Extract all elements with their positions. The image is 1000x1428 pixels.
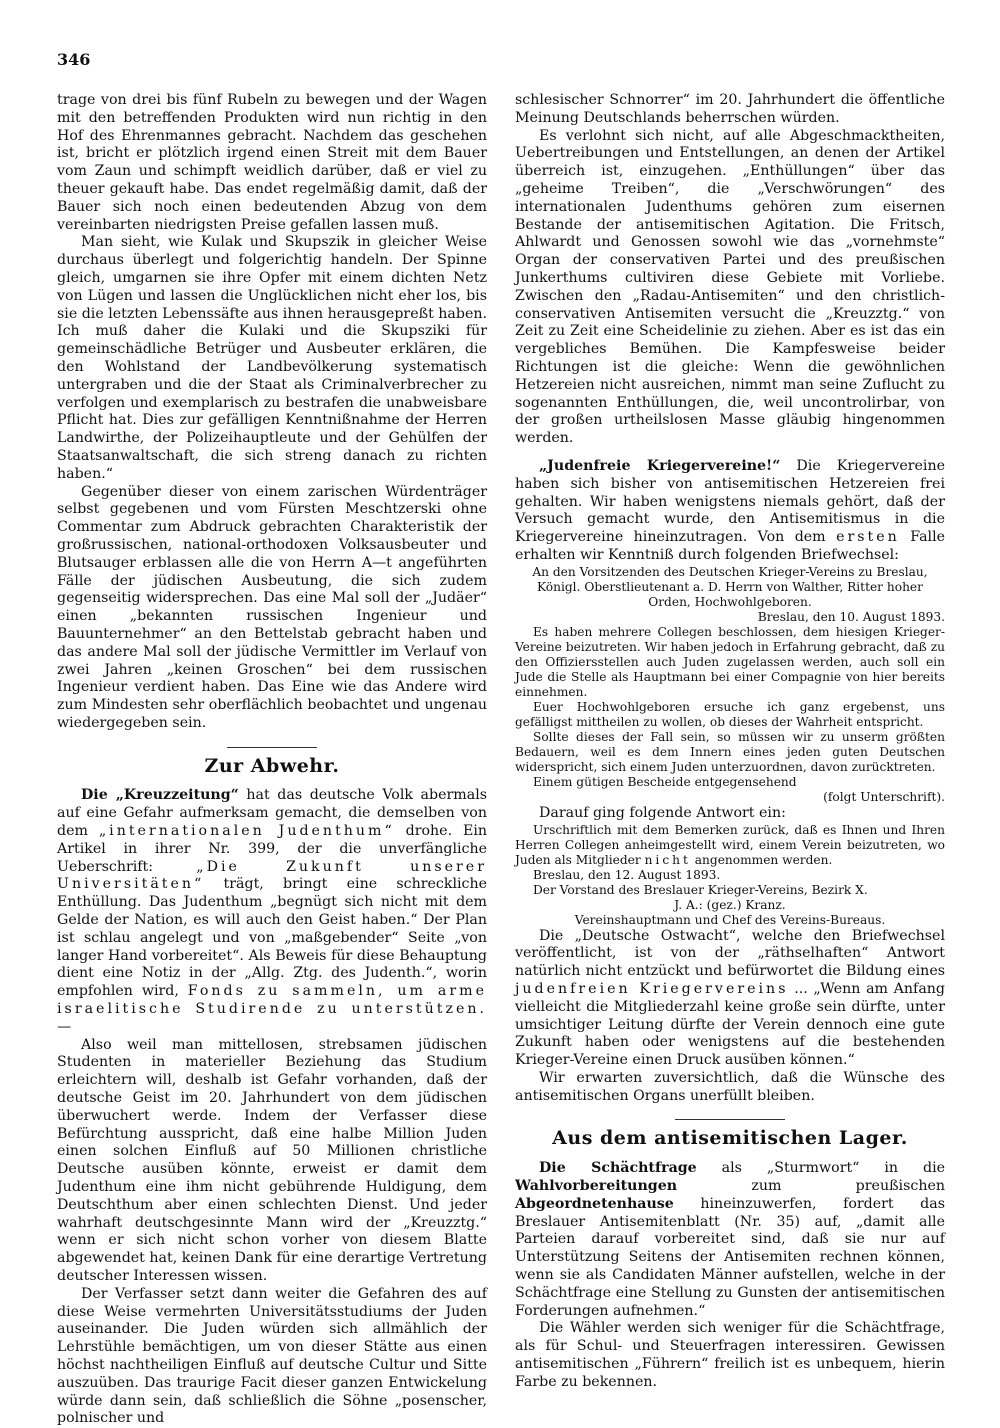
spaced-text: judenfreien Kriegervereins [515,980,789,997]
lead-term: „Judenfreie Kriegervereine!“ [539,457,781,474]
text-run: als „Sturmwort“ in die [696,1160,946,1177]
letter-paragraph: Sollte dieses der Fall sein, so müssen wir zu unserm größten Bedauern, weil es dem Innern eines jeden guten Deutschen widerspricht, sich einem Juden unterzuordnen, davon zurücktreten. [515,729,945,774]
spaced-text: „internationalen Judenthum“ [98,823,395,840]
answer-paragraph [515,823,945,868]
paragraph: Man sieht, wie Kulak und Skupszik in gleicher Weise durchaus überlegt und folgerichtig handeln. Der Spinne gleich, umgarnen sie ihre Opfer mit einem dichten Netz von Lügen und lassen die Unglücklichen nicht eher los, bis sie die letzten Lebenssäfte aus ihnen herausgepreßt haben. Ich muß daher die Kulaki und die Skupsziki für gemeinschädliche Betrüger und Ausbeuter erklären, die den Wohlstand der Landbevölkerung systematisch untergraben und die der Staat als Criminalverbrecher zu verfolgen und exemplarisch zu bestrafen die unabweisbare Pflicht hat. Dies zur gefälligen Kenntnißnahme der Herren Landwirthe, der Polizeihauptleute und der Gehülfen der Staatsanwaltschaft, die sich streng danach zu richten haben.“ [57,234,487,482]
text-run: zum preußischen [677,1178,945,1195]
section-divider [227,747,317,748]
text-run: Urschriftlich mit dem Bemerken zurück, daß es Ihnen und Ihren Herren Collegen anheimgestellt wird, einem Verein beizutreten, wo Juden als Mitglieder [515,822,945,867]
paragraph: Gegenüber dieser von einem zarischen Würdenträger selbst gegebenen und vom Fürsten Meschtzerski ohne Commentar zum Abdruck gebrachten Charakteristik der großrussischen, national-orthodoxen Volksausbeuter und Blutsauger erblassen alle die von Herrn A—t angeführten Fälle der jüdischen Ausbeutung, die sich zudem gegenseitig widersprechen. Das eine Mal soll der „Judäer“ einen „bekannten russischen Ingenieur und Bauunternehmer“ an den Bettelstab gebracht haben und das andere Mal soll der jüdische Vermittler im Verlauf von zwei Jahren „keinen Groschen“ bei dem russischen Ingenieur verdient haben. Das Eine wie das Andere wird zum Mindesten sehr oberflächlich beobachtet und ungenau wiedergegeben sein. [57,483,487,731]
paragraph: Der Verfasser setzt dann weiter die Gefahren des auf diese Weise vermehrten Universitätsstudiums der Juden auseinander. Die Juden würden sich allmählich der Lehrstühle bemächtigen, um von dieser Stätte aus einen höchst nachtheiligen Einfluß auf deutsche Cultur und Sitte auszuüben. Das traurige Facit dieser ganzen Entwickelung würde dann sein, daß schließlich die Söhne „posenscher, polnischer und [57,1285,487,1427]
text-run: trägt, bringt eine schreckliche Enthüllung. Das Judenthum „begnügt sich nicht mit dem Gelde der Nation, es will auch den Geist haben.“ Der Plan ist schlau angelegt und von „maßgebender“ Seite „von langer Hand vorbereitet“. Als Beweis für diese Behauptung dient eine Notiz in der „Allg. Ztg. des Judenth.“, worin empfohlen wird, [57,876,487,1000]
text-run: hineinzuwerfen, fordert das Breslauer Antisemitenblatt (Nr. 35) auf, „damit alle Parteien darauf vorbereitet sind, daß sie nur auf Unterstützung Seitens der Antisemiten rechnen können, wenn sie als Candidaten Männer aufstellen, welche in der Schächtfrage eine Stellung zu Gunsten der antisemitischen Forderungen aufnehmen.“ [515,1195,945,1319]
text-run: Die Kriegervereine haben sich bisher von antisemitischen Hetzereien frei gehalten. Wir haben wenigstens niemals gehört, daß der Versuch gemacht wurde, den Antisemitismus in die Kriegervereine hineinzutragen. Von dem [515,457,945,546]
section-heading: Aus dem antisemitischen Lager. [552,1127,908,1150]
text-run: drohe. Ein Artikel in ihrer Nr. 399, der die unverfängliche Ueberschrift: [57,823,487,875]
paragraph: Wir erwarten zuversichtlich, daß die Wünsche des antisemitischen Organs unerfüllt bleiben. [515,1069,945,1104]
letter-paragraph: Es haben mehrere Collegen beschlossen, dem hiesigen Krieger-Vereine beizutreten. Wir haben jedoch in Erfahrung gebracht, daß zu den Offiziersstellen auch Juden zugelassen werden, auch soll ein Jude die Stelle als Hauptmann bei einer Compagnie von hier bereits einnehmen. [515,624,945,699]
paragraph [515,1160,945,1320]
answer-date: Breslau, den 12. August 1893. [533,867,721,882]
lead-term: Die „Kreuzzeitung“ [81,787,239,804]
paragraph: Die Wähler werden sich weniger für die Schächtfrage, als für Schul- und Steuerfragen interessiren. Gewissen antisemitischen „Führern“ freilich ist es unbequem, hierin Farbe zu bekennen. [515,1320,945,1390]
section-divider [675,1119,785,1120]
answer-title: Vereinshauptmann und Chef des Vereins-Bureaus. [574,912,886,927]
right-column [515,92,945,1392]
spaced-text: „Die Zukunft unserer Universitäten“ [57,858,487,893]
letter-paragraph: Euer Hochwohlgeboren ersuche ich ganz ergebenst, uns gefälligst mittheilen zu wollen, ob dieses der Wahrheit entspricht. [515,699,945,729]
text-run: — [57,1018,72,1035]
lead-term: Abgeordnetenhause [515,1195,674,1212]
section-heading: Zur Abwehr. [204,754,340,777]
paragraph [57,787,487,1036]
spaced-text: nicht [644,852,691,867]
text-run: Falle erhalten wir Kenntniß durch folgenden Briefwechsel: [515,529,946,563]
letter-block [515,565,945,805]
paragraph [515,458,945,565]
text-run: angenommen werden. [690,852,833,867]
answer-signature: J. A.: (gez.) Kranz. [674,897,786,912]
paragraph: schlesischer Schnorrer“ im 20. Jahrhundert die öffentliche Meinung Deutschlands beherrschen würden. [515,92,945,126]
letter-address: An den Vorsitzenden des Deutschen Krieger-Vereins zu Breslau, Königl. Oberstlieutenant a. D. Herrn von Walther, Ritter hoher Orden, Hochwohlgeboren. [532,564,928,609]
left-column [57,92,487,1428]
text-run: hat das deutsche Volk abermals auf eine Gefahr aufmerksam gemacht, die demselben von dem [57,787,488,840]
text-run: Die „Deutsche Ostwacht“, welche den Briefwechsel veröffentlicht, ist von der „räthselhaften“ Antwort natürlich nicht entzückt und befürwortet die Bildung eines [515,927,945,980]
paragraph: Darauf ging folgende Antwort ein: [539,804,786,821]
paragraph: trage von drei bis fünf Rubeln zu bewegen und der Wagen mit den betreffenden Produkten wird nun richtig in den Hof des Ehrenmannes gebracht. Nachdem das geschehen ist, bricht er plötzlich irgend einen Streit mit dem Bauer vom Zaun und schimpft weidlich darüber, daß er viel zu theuer gekauft habe. Das endet regelmäßig damit, daß der Bauer sich noch einen bedeutenden Abzug von dem vereinbarten niedrigsten Preise gefallen lassen muß. [57,92,487,233]
paragraph: Es verlohnt sich nicht, auf alle Abgeschmacktheiten, Uebertreibungen und Entstellungen, an denen der Artikel überreich ist, einzugehen. „Enthüllungen“ über das „geheime Treiben“, die „Verschwörungen“ des internationalen Judenthums gehören zum eisernen Bestande der antisemitischen Agitation. Die Fritsch, Ahlwardt und Genossen sowohl wie das „vornehmste“ Organ der conservativen Partei und des preußischen Junkerthums cultiviren diese Gebiete mit Vorliebe. Zwischen den „Radau-Antisemiten“ und den christlich-conservativen Antisemiten versucht die „Kreuzztg.“ von Zeit zu Zeit eine Scheidelinie zu ziehen. Aber es ist das ein vergebliches Bemühen. Die Kampfesweise beider Richtungen ist die gleiche: Wenn die gewöhnlichen Hetzereien nicht ausreichen, nimmt man seine Zuflucht zu sogenannten Enthüllungen, die, weil uncontrolirbar, von der großen urtheilslosen Masse gläubig hingenommen werden. [515,127,945,447]
letter-signature: (folgt Unterschrift). [823,789,945,804]
spaced-text: ersten [836,529,900,546]
spaced-text: Fonds zu sammeln, um arme israelitische Studirende zu unterstützen. [57,983,487,1018]
paragraph [515,928,945,1070]
page-number: 346 [57,50,91,69]
lead-term: Die Schächtfrage [539,1160,697,1177]
letter-paragraph: Einem gütigen Bescheide entgegensehend [533,774,797,789]
answer-board: Der Vorstand des Breslauer Krieger-Vereins, Bezirk X. [533,882,868,897]
answer-block [515,823,945,928]
letter-date: Breslau, den 10. August 1893. [757,609,945,624]
text-run: ... „Wenn am Anfang vielleicht die Mitgliederzahl keine große sein dürfte, unter umsichtiger Leitung dürfte der Verein dennoch eine gute Zukunft haben oder wenigstens auf die bestehenden Krieger-Vereine einen Druck ausüben können.“ [515,980,945,1069]
paragraph: Also weil man mittellosen, strebsamen jüdischen Studenten in materieller Beziehung das Studium erleichtern will, deshalb ist Gefahr vorhanden, daß der deutsche Geist im 20. Jahrhundert von dem jüdischen überwuchert werde. Indem der Verfasser diese Befürchtung ausspricht, daß eine halbe Million Juden einen solchen Einfluß auf 50 Millionen christliche Deutsche ausüben könnte, erweist er damit dem Judenthum eine ihm nicht gebührende Huldigung, dem Deutschthum aber einen schlechten Dienst. Und jeder wahrhaft deutschgesinnte Mann wird der „Kreuzztg.“ wenn er sich nicht schon vorher von diesem Blatte abgewendet hat, keinen Dank für eine derartige Vertretung deutscher Interessen wissen. [57,1036,487,1284]
lead-term: Wahlvorbereitungen [515,1178,678,1195]
